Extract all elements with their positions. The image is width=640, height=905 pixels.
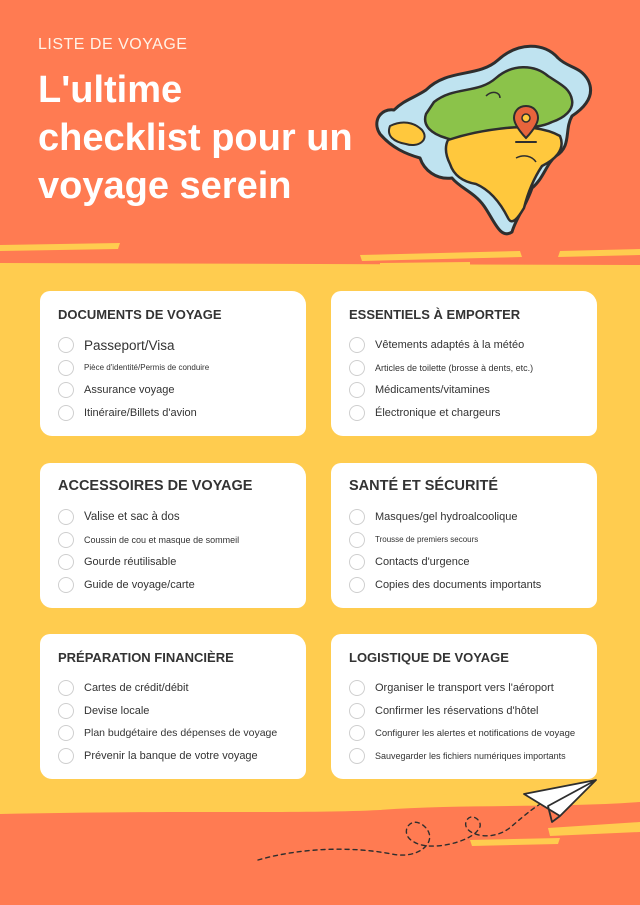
- page-title: [38, 66, 398, 210]
- checklist-item[interactable]: [349, 574, 597, 597]
- item-label: Guide de voyage/carte: [84, 578, 195, 591]
- checkbox-circle-icon[interactable]: [58, 725, 74, 741]
- card-title: DOCUMENTS DE VOYAGE: [58, 306, 222, 322]
- item-label: Prévenir la banque de votre voyage: [84, 749, 258, 762]
- checklist-item[interactable]: [58, 334, 306, 357]
- item-label: Coussin de cou et masque de sommeil: [84, 534, 240, 545]
- item-label: Organiser le transport vers l'aéroport: [375, 682, 554, 695]
- checkbox-circle-icon[interactable]: [58, 703, 74, 719]
- title-line-3: voyage serein: [38, 165, 292, 207]
- checkbox-circle-icon[interactable]: [349, 703, 365, 719]
- checklist-card: [40, 634, 306, 779]
- card-title: ACCESSOIRES DE VOYAGE: [58, 478, 253, 494]
- checkbox-circle-icon[interactable]: [58, 360, 74, 376]
- checklist-item[interactable]: [349, 700, 597, 723]
- checkbox-circle-icon[interactable]: [58, 748, 74, 764]
- checklist-item[interactable]: [58, 551, 306, 574]
- item-label: Gourde réutilisable: [84, 556, 177, 569]
- item-label: Médicaments/vitamines: [375, 384, 490, 397]
- checkbox-circle-icon[interactable]: [349, 360, 365, 376]
- item-label: Vêtements adaptés à la météo: [375, 339, 525, 352]
- checkbox-circle-icon[interactable]: [58, 382, 74, 398]
- checkbox-circle-icon[interactable]: [349, 554, 365, 570]
- footer-decoration: [0, 770, 640, 905]
- checkbox-circle-icon[interactable]: [58, 405, 74, 421]
- item-label: Articles de toilette (brosse à dents, etc.): [375, 362, 534, 373]
- checklist-item[interactable]: [58, 722, 306, 745]
- checkbox-circle-icon[interactable]: [349, 577, 365, 593]
- checklist-item[interactable]: [58, 402, 306, 425]
- checkbox-circle-icon[interactable]: [349, 748, 365, 764]
- item-label: Pièce d'identité/Permis de conduire: [84, 363, 210, 373]
- card-title: LOGISTIQUE DE VOYAGE: [349, 649, 509, 665]
- item-label: Masques/gel hydroalcoolique: [375, 511, 518, 524]
- checklist-item[interactable]: [349, 357, 597, 380]
- checkbox-circle-icon[interactable]: [349, 725, 365, 741]
- title-line-2: checklist pour un: [38, 117, 353, 159]
- checklist-item[interactable]: [349, 529, 597, 552]
- checklist-item[interactable]: [349, 379, 597, 402]
- checkbox-circle-icon[interactable]: [349, 337, 365, 353]
- checkbox-circle-icon[interactable]: [349, 382, 365, 398]
- item-label: Configurer les alertes et notifications de voyage: [375, 727, 576, 739]
- brush-stroke-decoration: [0, 215, 640, 285]
- checkbox-circle-icon[interactable]: [349, 405, 365, 421]
- checkbox-circle-icon[interactable]: [58, 577, 74, 593]
- checklist-item[interactable]: [349, 677, 597, 700]
- checklist-card: [40, 291, 306, 436]
- checkbox-circle-icon[interactable]: [58, 532, 74, 548]
- eyebrow-label: LISTE DE VOYAGE: [38, 36, 188, 53]
- item-label: Passeport/Visa: [84, 337, 175, 353]
- card-title: ESSENTIELS À EMPORTER: [349, 306, 521, 322]
- item-label: Sauvegarder les fichiers numériques importants: [375, 750, 566, 761]
- checklist-item[interactable]: [349, 551, 597, 574]
- card-title: PRÉPARATION FINANCIÈRE: [58, 649, 234, 665]
- checkbox-circle-icon[interactable]: [349, 509, 365, 525]
- checkbox-circle-icon[interactable]: [58, 509, 74, 525]
- item-label: Contacts d'urgence: [375, 556, 470, 569]
- checklist-item[interactable]: [58, 745, 306, 768]
- item-label: Devise locale: [84, 704, 150, 717]
- checkbox-circle-icon[interactable]: [349, 532, 365, 548]
- checkbox-circle-icon[interactable]: [58, 680, 74, 696]
- item-label: Itinéraire/Billets d'avion: [84, 406, 197, 419]
- checklist-card: [40, 463, 306, 608]
- checklist-card: [331, 463, 597, 608]
- checklist-item[interactable]: [58, 379, 306, 402]
- island-map-icon: [366, 38, 596, 238]
- card-title: SANTÉ ET SÉCURITÉ: [349, 478, 499, 494]
- checklist-item[interactable]: [349, 506, 597, 529]
- item-label: Assurance voyage: [84, 384, 175, 397]
- item-label: Cartes de crédit/débit: [84, 682, 189, 695]
- checklist-card: [331, 291, 597, 436]
- item-label: Valise et sac à dos: [84, 511, 180, 524]
- title-line-1: L'ultime: [38, 69, 183, 111]
- item-label: Plan budgétaire des dépenses de voyage: [84, 727, 278, 740]
- checklist-item[interactable]: [349, 722, 597, 745]
- checklist-item[interactable]: [58, 357, 306, 380]
- checklist-item[interactable]: [349, 334, 597, 357]
- checkbox-circle-icon[interactable]: [349, 680, 365, 696]
- item-label: Confirmer les réservations d'hôtel: [375, 704, 539, 717]
- checklist-item[interactable]: [349, 745, 597, 768]
- checklist-card: [331, 634, 597, 779]
- checklist-item[interactable]: [58, 677, 306, 700]
- checkbox-circle-icon[interactable]: [58, 554, 74, 570]
- checklist-item[interactable]: [349, 402, 597, 425]
- item-label: Électronique et chargeurs: [375, 406, 501, 419]
- checkbox-circle-icon[interactable]: [58, 337, 74, 353]
- checklist-item[interactable]: [58, 700, 306, 723]
- checklist-item[interactable]: [58, 529, 306, 552]
- item-label: Trousse de premiers secours: [375, 535, 479, 545]
- item-label: Copies des documents importants: [375, 578, 542, 591]
- checklist-item[interactable]: [58, 506, 306, 529]
- checklist-item[interactable]: [58, 574, 306, 597]
